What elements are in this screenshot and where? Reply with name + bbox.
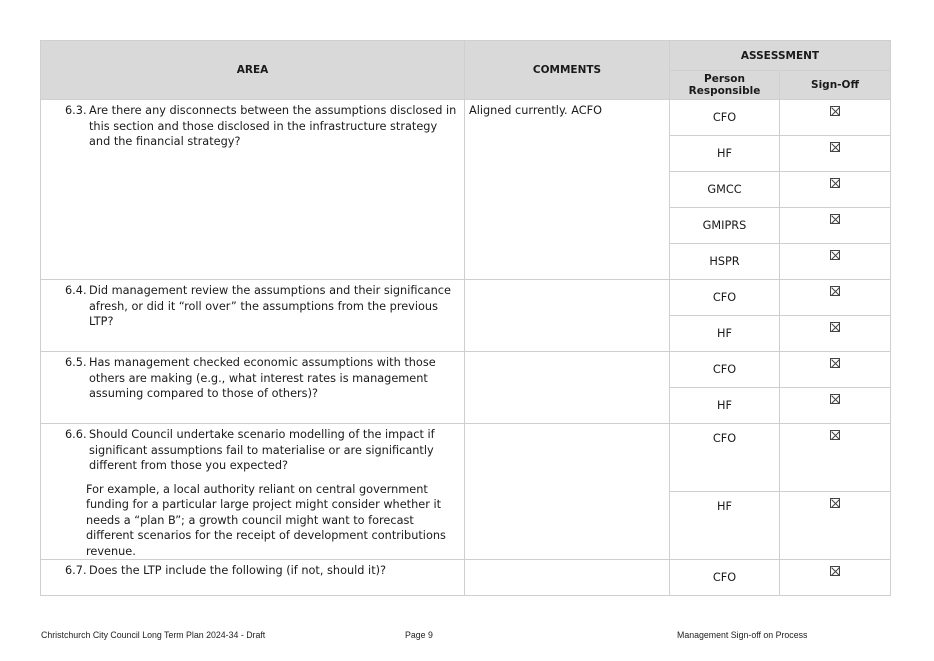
area-cell [41,352,465,424]
checked-box-icon[interactable] [830,106,840,116]
checked-box-icon[interactable] [830,214,840,224]
checked-box-icon[interactable] [830,394,840,404]
person-responsible: HF [670,316,780,352]
sign-off-cell [780,208,891,244]
header-assessment: ASSESSMENT [670,41,891,71]
area-cell [41,560,465,596]
sign-off-cell [780,388,891,424]
table-row [41,424,891,492]
question-number: 6.4. [65,284,87,297]
header-person-responsible: Person Responsible [670,71,780,100]
header-sign-off: Sign-Off [780,71,891,100]
footer-page-number: Page 9 [405,630,433,640]
footer-document-title: Christchurch City Council Long Term Plan 2024-34 - Draft [41,630,266,640]
question-text: Does the LTP include the following (if not, should it)? [89,564,387,577]
comment-cell: Aligned currently. ACFO [465,100,670,280]
checked-box-icon[interactable] [830,142,840,152]
sign-off-cell [780,280,891,316]
question-text: Are there any disconnects between the assumptions disclosed in this section and those disclosed in the infrastructure strategy and the financial strategy? [89,104,457,148]
person-responsible: HF [670,136,780,172]
area-cell [41,424,465,560]
question-number: 6.6. [65,428,87,441]
sign-off-cell [780,352,891,388]
person-responsible: CFO [670,560,780,596]
table-row [41,100,891,136]
sign-off-cell [780,100,891,136]
sign-off-table [40,40,891,596]
sign-off-cell [780,492,891,560]
person-responsible: HF [670,492,780,560]
question-number: 6.3. [65,104,87,117]
checked-box-icon[interactable] [830,498,840,508]
checked-box-icon[interactable] [830,322,840,332]
sign-off-cell [780,136,891,172]
sign-off-cell [780,172,891,208]
comment-cell [465,280,670,352]
person-responsible: CFO [670,280,780,316]
person-responsible: CFO [670,424,780,492]
sign-off-cell [780,316,891,352]
area-cell [41,100,465,280]
footer-section-title: Management Sign-off on Process [677,630,808,640]
person-responsible: GMIPRS [670,208,780,244]
question-text: Has management checked economic assumptions with those others are making (e.g., what interest rates is management assuming compared to those of others)? [89,356,436,400]
checked-box-icon[interactable] [830,566,840,576]
header-comments: COMMENTS [465,41,670,100]
question-number: 6.5. [65,356,87,369]
table-row [41,560,891,596]
question-text: Should Council undertake scenario modelling of the impact if significant assumptions fail to materialise or are significantly different from those you expected? [89,428,435,472]
person-responsible: CFO [670,352,780,388]
table-row [41,280,891,316]
checked-box-icon[interactable] [830,178,840,188]
checked-box-icon[interactable] [830,358,840,368]
checked-box-icon[interactable] [830,286,840,296]
checked-box-icon[interactable] [830,430,840,440]
example-note: For example, a local authority reliant on central government funding for a particular large project might consider whether it needs a “plan B”; a growth council might want to forecast different scenarios for the receipt of development contributions revenue. [86,482,446,558]
comment-cell [465,352,670,424]
question-number: 6.7. [65,564,87,577]
checked-box-icon[interactable] [830,250,840,260]
person-responsible: HSPR [670,244,780,280]
sign-off-cell [780,424,891,492]
table-row [41,352,891,388]
sign-off-cell [780,560,891,596]
area-cell [41,280,465,352]
person-responsible: HF [670,388,780,424]
comment-cell [465,424,670,560]
sign-off-cell [780,244,891,280]
header-area: AREA [41,41,465,100]
person-responsible: GMCC [670,172,780,208]
comment-cell [465,560,670,596]
person-responsible: CFO [670,100,780,136]
question-text: Did management review the assumptions and their significance afresh, or did it “roll over” the assumptions from the previous LTP? [89,284,451,328]
